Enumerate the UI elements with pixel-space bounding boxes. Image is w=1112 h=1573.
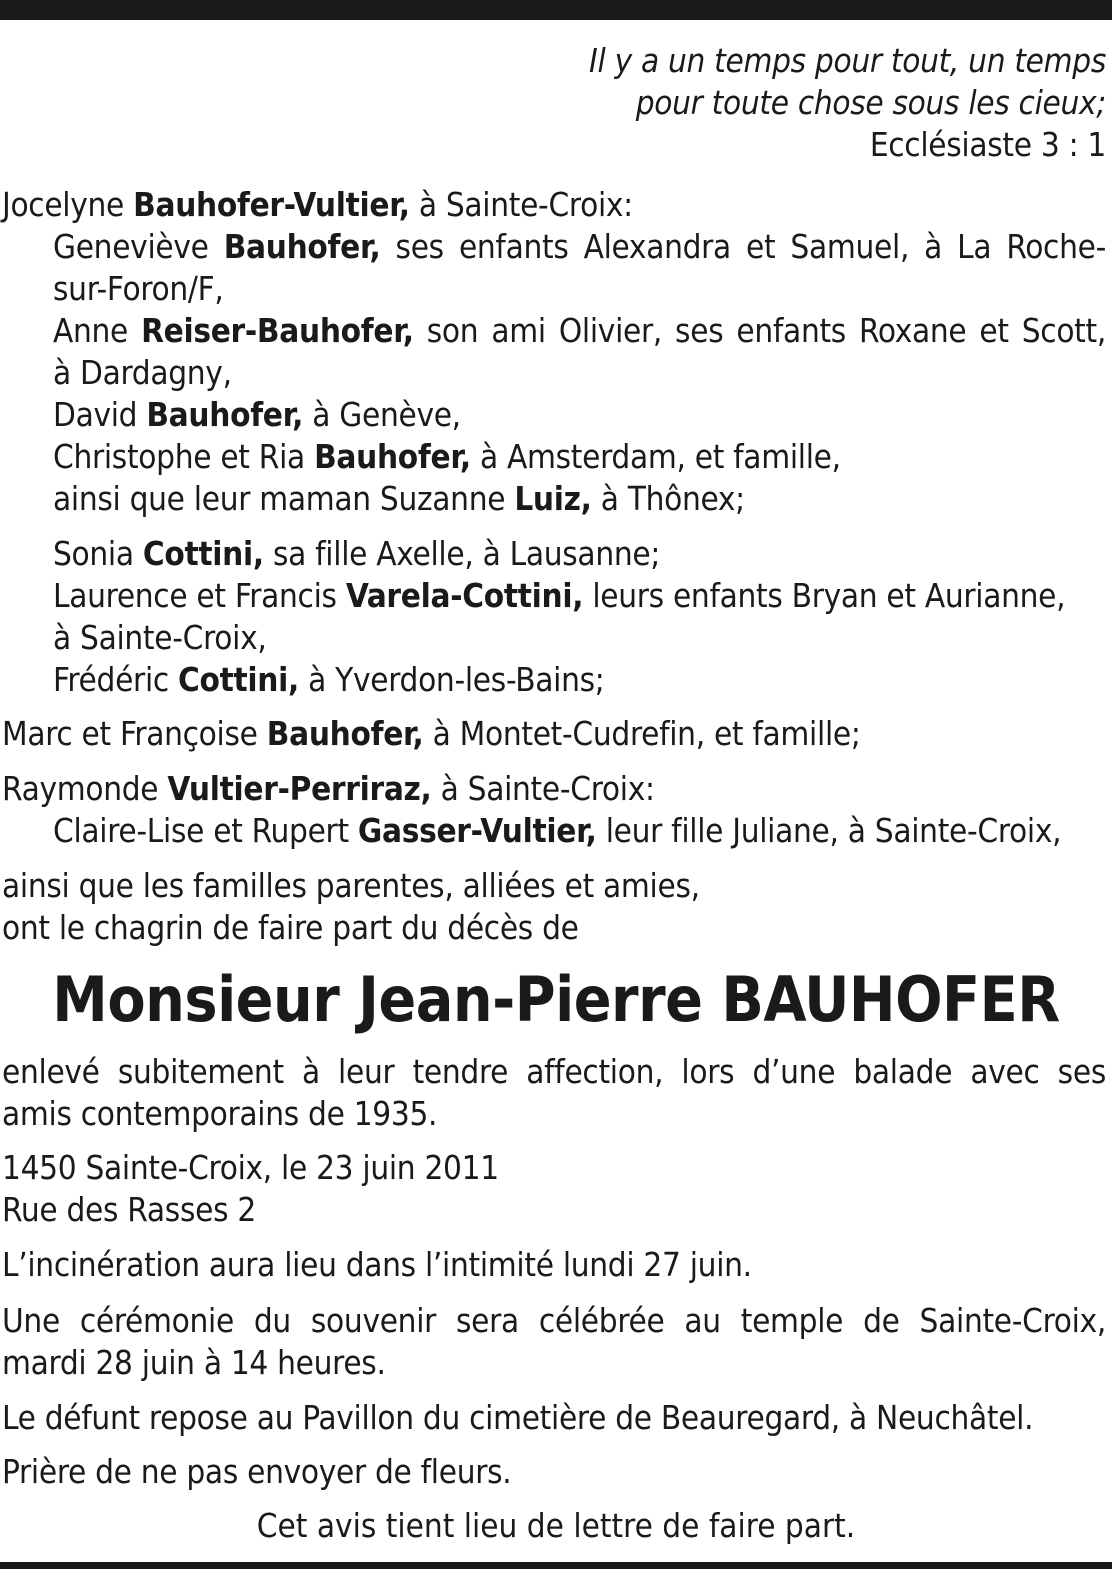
details-line: Une cérémonie du souvenir sera célébrée au temple de Sainte-Croix, [2, 1301, 1106, 1340]
family-line: Anne Reiser-Bauhofer, son ami Olivier, ses enfants Roxane et Scott, [53, 311, 1106, 350]
family-line: Geneviève Bauhofer, ses enfants Alexandra et Samuel, à La Roche- [53, 227, 1106, 266]
announce-line-1: ainsi que les familles parentes, alliées et amies, [2, 866, 700, 905]
details-line: Le défunt repose au Pavillon du cimetière de Beauregard, à Neuchâtel. [2, 1398, 1034, 1437]
family-line: Jocelyne Bauhofer-Vultier, à Sainte-Croix: [2, 185, 633, 224]
family-line: à Dardagny, [53, 353, 232, 392]
family-line: Laurence et Francis Varela-Cottini, leurs enfants Bryan et Aurianne, [53, 576, 1066, 615]
quote-line-1: Il y a un temps pour tout, un temps [589, 41, 1106, 80]
details-line: enlevé subitement à leur tendre affection, lors d’une balade avec ses [2, 1052, 1106, 1091]
details-line: 1450 Sainte-Croix, le 23 juin 2011 [2, 1148, 499, 1187]
family-line: Frédéric Cottini, à Yverdon-les-Bains; [53, 660, 605, 699]
family-line: David Bauhofer, à Genève, [53, 395, 461, 434]
deceased-name: Monsieur Jean-Pierre BAUHOFER [52, 963, 1060, 1036]
quote-source: Ecclésiaste 3 : 1 [869, 125, 1106, 164]
details-line: L’incinération aura lieu dans l’intimité lundi 27 juin. [2, 1245, 752, 1284]
family-line: sur-Foron/F, [53, 269, 224, 308]
announce-line-2: ont le chagrin de faire part du décès de [2, 908, 579, 947]
family-line: Claire-Lise et Rupert Gasser-Vultier, leur fille Juliane, à Sainte-Croix, [53, 811, 1062, 850]
quote-line-2: pour toute chose sous les cieux; [635, 83, 1106, 122]
family-line: à Sainte-Croix, [53, 618, 267, 657]
family-line: Raymonde Vultier-Perriraz, à Sainte-Croix: [2, 769, 655, 808]
family-line: Marc et Françoise Bauhofer, à Montet-Cudrefin, et famille; [2, 714, 861, 753]
details-line: Prière de ne pas envoyer de fleurs. [2, 1452, 512, 1491]
family-line: ainsi que leur maman Suzanne Luiz, à Thônex; [53, 479, 745, 518]
details-line: Rue des Rasses 2 [2, 1190, 256, 1229]
bottom-rule [0, 1562, 1112, 1569]
details-line: amis contemporains de 1935. [2, 1094, 438, 1133]
details-line: mardi 28 juin à 14 heures. [2, 1343, 386, 1382]
family-line: Christophe et Ria Bauhofer, à Amsterdam, et famille, [53, 437, 841, 476]
family-line: Sonia Cottini, sa fille Axelle, à Lausanne; [53, 534, 661, 573]
top-rule [0, 0, 1112, 20]
closing-line: Cet avis tient lieu de lettre de faire part. [256, 1506, 856, 1545]
